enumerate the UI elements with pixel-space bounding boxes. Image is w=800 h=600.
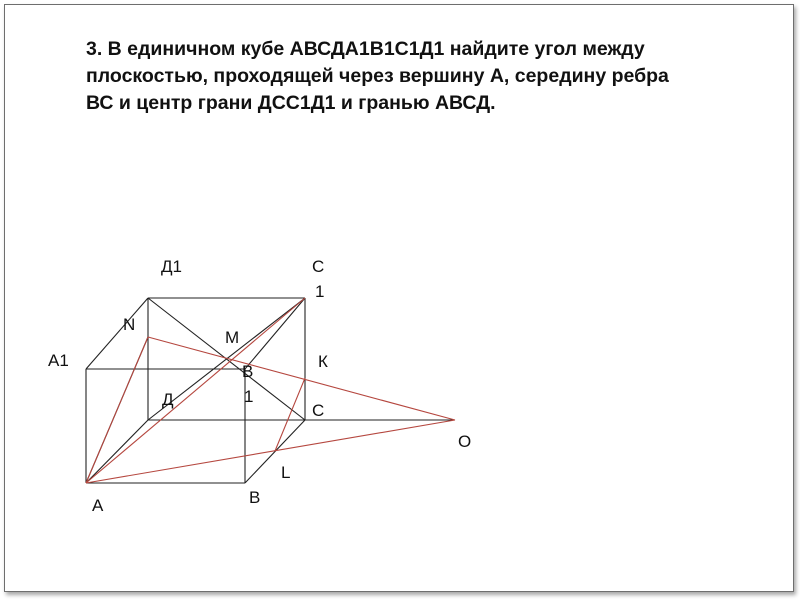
section-L-K: [275, 378, 305, 451]
label-B: В: [249, 488, 261, 507]
label-A: А: [92, 496, 104, 515]
section-A-O: [86, 420, 455, 483]
label-K: К: [318, 352, 328, 371]
label-D1: Д1: [161, 257, 182, 276]
label-A1: А1: [48, 351, 69, 370]
label-B1-sub: 1: [244, 387, 254, 406]
label-O: О: [458, 432, 472, 451]
problem-line-2: плоскостью, проходящей через вершину А, середину ребра: [86, 65, 669, 87]
label-D: Д: [162, 390, 174, 409]
problem-line-1: 3. В единичном кубе АВСДА1В1С1Д1 найдите угол между: [86, 38, 645, 60]
label-C1-sub: 1: [315, 282, 325, 301]
problem-line-3: ВС и центр грани ДСС1Д1 и гранью АВСД.: [86, 92, 496, 114]
label-C: С: [312, 401, 325, 420]
label-B1: В: [242, 362, 254, 381]
edge-B1C1: [245, 298, 305, 369]
label-N: N: [123, 315, 136, 334]
label-M: M: [225, 328, 240, 347]
section-N-O: [148, 337, 455, 420]
label-L: L: [281, 463, 291, 482]
edge-BC: [245, 420, 305, 483]
label-C1: С: [312, 257, 325, 276]
